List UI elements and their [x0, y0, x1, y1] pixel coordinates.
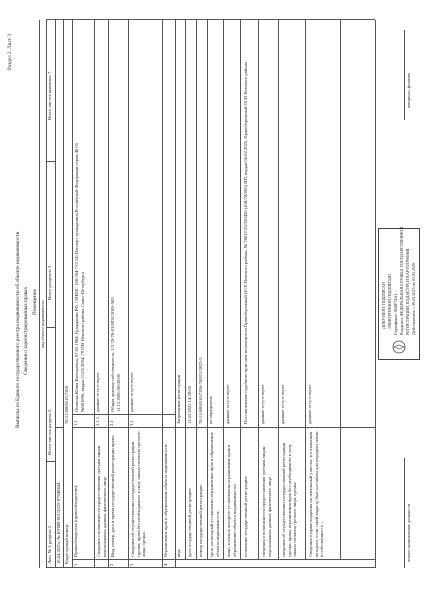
- stamp-line: ДОКУМЕНТ ПОДПИСАН: [381, 282, 386, 329]
- row-value: данные отсутствуют: [95, 372, 100, 412]
- row-sub: 1.1: [73, 420, 78, 426]
- encumbrance-value: 78:11:0006510:7206-78/011/2025-5: [198, 357, 203, 424]
- date-number: 18.04.2025г. № КУВИ-001/2025-97948444: [56, 482, 61, 564]
- encumbrance-value: данные отсутствуют: [280, 384, 285, 424]
- stamp-line: ЭЛЕКТРОННОЙ ПОДПИСЬЮ: [387, 274, 392, 329]
- encumbrance-value: данные отсутствуют: [260, 384, 265, 424]
- object-type-note: вид объекта недвижимости: [40, 300, 45, 348]
- row-label: Правообладатель (правообладатели):: [73, 484, 78, 557]
- encumbrance-label: срок, на который установлено ограничение прав и обременение объекта недвижимости:: [209, 432, 220, 557]
- object-type: Помещение: [32, 289, 38, 315]
- e-signature-stamp: [378, 228, 420, 360]
- row-sub: 2.1: [109, 420, 114, 426]
- row-label: Сведения об осуществлении государственной регистрации сделки, права без необходимого в силу закона согласия третьего лица, органа:: [130, 431, 146, 557]
- row-num: 2: [109, 563, 114, 566]
- encumbrance-label: Сведения о праве владения на земельный участок, в отношении которого, если такой кадастр был составлен для передачи земли в собственность ...: [308, 431, 324, 557]
- stamp-line: Сертификат: 0D8F74A1 ...: [393, 289, 398, 335]
- encumbrance-value: данные отсутствуют: [225, 384, 230, 424]
- encumbrance-label: сведения о возможности предоставления третьим лицам персональных данных физического лица: [261, 446, 272, 557]
- encumbrance-label: основание государственной регистрации:: [243, 475, 248, 557]
- row-label: Ограничение прав и обременение объекта недвижимости:: [163, 443, 168, 557]
- encumbrance-label: дата государственной регистрации:: [187, 487, 192, 557]
- row-num: 4: [163, 563, 168, 566]
- total-sheets-section2: Всего листов раздела 2:: [47, 408, 52, 455]
- row-num: 3: [129, 563, 134, 566]
- extract-title: Выписка из Единого государственного реестра недвижимости об объекте недвижимости: [15, 231, 21, 428]
- row-value: Общая долевая собственность, 1/3 78-78-01/0931/2005-583 11.12.2006 00:00:00: [110, 297, 121, 412]
- total-sheets-extract: Всего листов выписки: 7: [47, 71, 52, 120]
- encumbrance-label: сведения об осуществлении государственной регистрации сделки, права, ограничения прав без необходимого в силу закона согласия третьего лица, органа:: [281, 442, 297, 557]
- row-sub: 1.1.1: [95, 416, 100, 426]
- row-num: 1: [73, 563, 78, 566]
- position-label: полное наименование должности: [406, 503, 411, 562]
- encumbrance-value: данные отсутствуют: [307, 384, 312, 424]
- encumbrance-value: Запрещение регистрации: [176, 374, 181, 424]
- row-label: Сведения о возможности предоставления третьим лицам персональных данных физического лица: [96, 445, 107, 557]
- stamp-line: Владелец: ФЕДЕРАЛЬНАЯ СЛУЖБА ГОСУДАРСТВЕННОЙ: [399, 226, 404, 335]
- encumbrance-label: лицо, в пользу которого установлены ограничение прав и обременение объекта недвижимости:: [226, 444, 237, 557]
- stamp-line: РЕГИСТРАЦИИ, КАДАСТРА И КАРТОГРАФИИ: [405, 248, 410, 335]
- encumbrance-value: не определено: [208, 395, 213, 424]
- cadastral-label: Кадастровый номер:: [64, 523, 69, 564]
- encumbrance-label: номер государственной регистрации:: [198, 484, 203, 557]
- emblem-icon: [391, 339, 407, 355]
- section-page-label: Раздел 2. Лист 3: [7, 34, 13, 70]
- cadastral-number: 78:11:0006510:7206: [64, 385, 69, 424]
- row-sub: 3.1: [129, 420, 134, 426]
- encumbrance-label: вид:: [176, 548, 181, 557]
- encumbrance-value: 11.02.2025 14:39:05: [187, 386, 192, 424]
- subtitle: Сведения о зарегистрированных правах: [23, 286, 29, 375]
- total-sections: Всего разделов: 3: [47, 265, 52, 300]
- row-value: данные отсутствуют: [129, 372, 134, 412]
- stamp-line: Действителен: с 06.02.2025 по 01.05.2026: [411, 262, 416, 335]
- row-label: Вид, номер, дата и время государственной регистрации права:: [110, 435, 115, 557]
- encumbrance-value: Постановление судебного пристава-исполнителя Правобережный ОСП Невского района, № 78017/25/320426 (4-И/78/005) ИП, выдан 06.02.2025, Правобережный ОСП Невского района: [243, 62, 248, 424]
- sheet-number: Лист № 1 раздела 2: [47, 526, 52, 564]
- row-value: Осипова Юлия Евгеньевна, 07.05.1984, Гражданин РФ, СНИЛС 138-264-712 54; Паспорт гражданина Российской Федерации серия 40 05 №881896, выдан 11.05.2004, 79 ОМ Невского района Санкт-Петербурга: [74, 143, 85, 412]
- initials-label: инициалы, фамилия: [406, 72, 411, 108]
